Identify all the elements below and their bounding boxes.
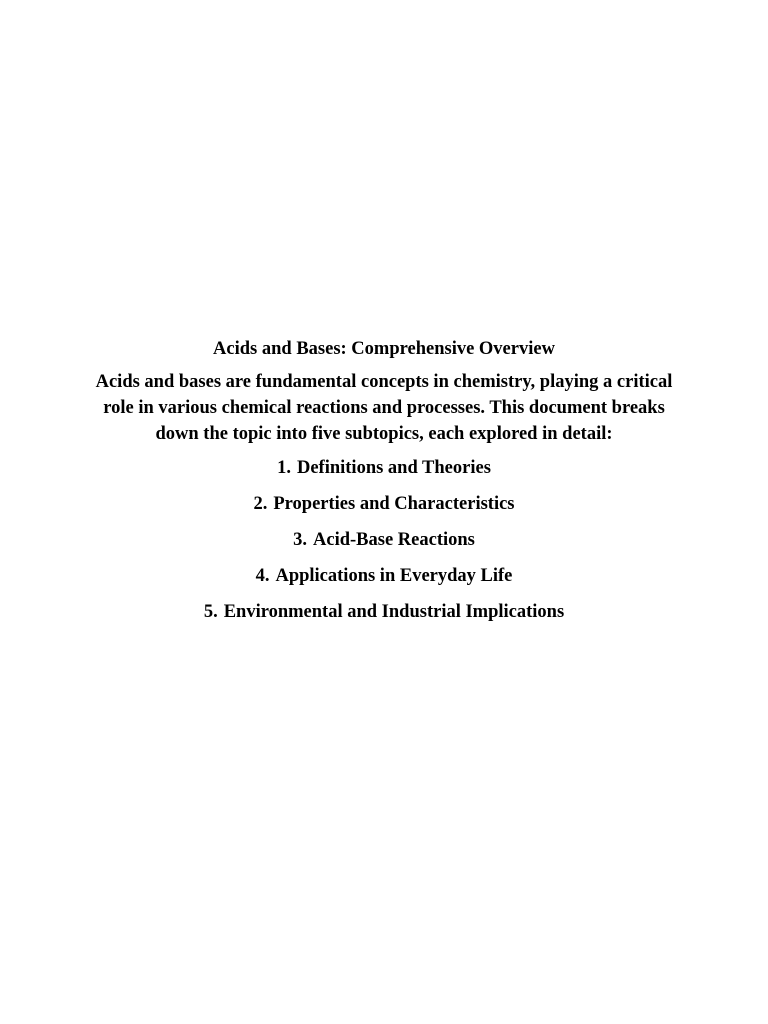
list-item bbox=[88, 563, 680, 599]
list-item-number: 4. bbox=[255, 566, 270, 586]
list-item-number: 1. bbox=[277, 458, 291, 478]
subtopic-list bbox=[88, 455, 680, 635]
document-title: Acids and Bases: Comprehensive Overview bbox=[213, 339, 555, 359]
list-item-label: Definitions and Theories bbox=[296, 458, 491, 478]
list-item-label: Environmental and Industrial Implications bbox=[223, 602, 565, 622]
list-item bbox=[88, 455, 680, 491]
list-item bbox=[88, 527, 680, 563]
list-item bbox=[88, 599, 680, 635]
list-item-label: Properties and Characteristics bbox=[273, 494, 515, 514]
list-item-label: Acid-Base Reactions bbox=[313, 530, 475, 550]
list-item bbox=[88, 491, 680, 527]
list-item-label: Applications in Everyday Life bbox=[275, 566, 513, 586]
document-body bbox=[88, 337, 680, 635]
list-item-number: 5. bbox=[203, 602, 218, 622]
list-item-number: 2. bbox=[253, 494, 268, 514]
intro-paragraph: Acids and bases are fundamental concepts in chemistry, playing a critical role in various chemical reactions and processes. This document breaks down the topic into five subtopics, each explored in detail: bbox=[95, 372, 673, 444]
list-item-number: 3. bbox=[293, 530, 307, 550]
